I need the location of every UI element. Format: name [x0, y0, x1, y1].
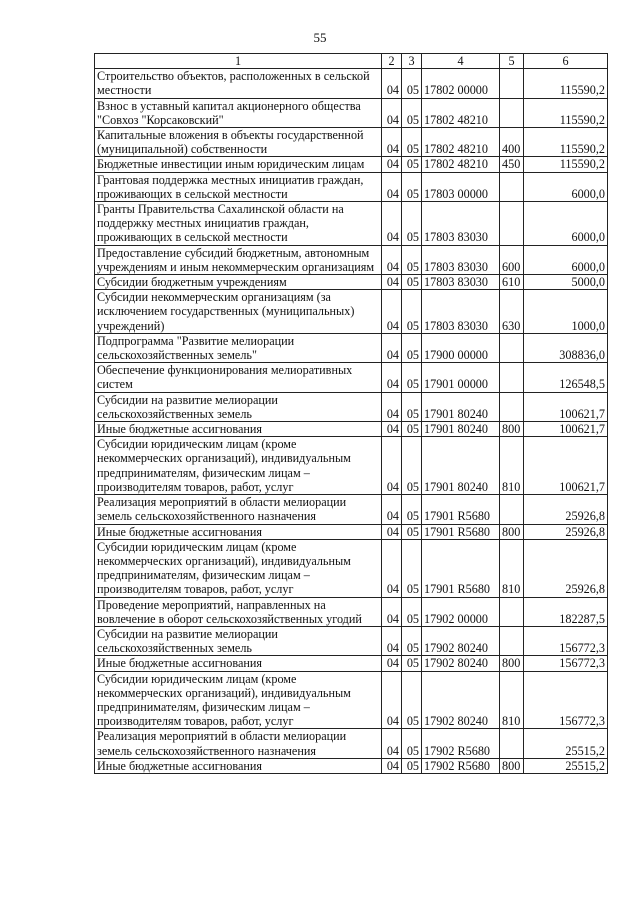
row-name: Гранты Правительства Сахалинской области на поддержку местных инициатив граждан, проживающих в сельской местности	[95, 202, 382, 246]
row-subsection-code: 05	[402, 422, 422, 437]
row-subsection-code: 05	[402, 290, 422, 334]
row-name: Грантовая поддержка местных инициатив граждан, проживающих в сельской местности	[95, 172, 382, 201]
row-amount: 25515,2	[524, 729, 608, 758]
row-subsection-code: 05	[402, 495, 422, 524]
row-expense-type-code: 630	[500, 290, 524, 334]
row-amount: 156772,3	[524, 626, 608, 655]
row-name: Проведение мероприятий, направленных на вовлечение в оборот сельскохозяйственных угодий	[95, 597, 382, 626]
row-name: Субсидии юридическим лицам (кроме некоммерческих организаций), индивидуальным предпринимателям, физическим лицам – производителям товаров, работ, услуг	[95, 539, 382, 597]
row-target-article-code: 17802 48210	[422, 98, 500, 127]
row-subsection-code: 05	[402, 671, 422, 729]
table-row	[95, 202, 608, 246]
row-subsection-code: 05	[402, 172, 422, 201]
column-header-name: 1	[95, 54, 382, 69]
row-amount: 5000,0	[524, 275, 608, 290]
row-amount: 115590,2	[524, 98, 608, 127]
table-row	[95, 290, 608, 334]
table-row	[95, 392, 608, 421]
row-target-article-code: 17803 83030	[422, 245, 500, 274]
row-target-article-code: 17901 80240	[422, 437, 500, 495]
table-row	[95, 98, 608, 127]
table-row	[95, 128, 608, 157]
column-header-amount: 6	[524, 54, 608, 69]
row-amount: 156772,3	[524, 656, 608, 671]
table-row	[95, 626, 608, 655]
row-expense-type-code	[500, 729, 524, 758]
row-target-article-code: 17902 80240	[422, 626, 500, 655]
row-section-code: 04	[382, 729, 402, 758]
column-header-expense-type: 5	[500, 54, 524, 69]
row-amount: 25926,8	[524, 495, 608, 524]
row-amount: 100621,7	[524, 422, 608, 437]
table-row	[95, 495, 608, 524]
row-section-code: 04	[382, 172, 402, 201]
row-subsection-code: 05	[402, 363, 422, 392]
row-expense-type-code: 800	[500, 656, 524, 671]
row-section-code: 04	[382, 157, 402, 172]
row-target-article-code: 17902 R5680	[422, 729, 500, 758]
row-name: Субсидии бюджетным учреждениям	[95, 275, 382, 290]
row-section-code: 04	[382, 245, 402, 274]
table-row	[95, 524, 608, 539]
page-number: 55	[313, 30, 327, 45]
column-header-target-article: 4	[422, 54, 500, 69]
row-target-article-code: 17803 83030	[422, 202, 500, 246]
row-expense-type-code: 800	[500, 524, 524, 539]
row-target-article-code: 17900 00000	[422, 333, 500, 362]
row-name: Бюджетные инвестиции иным юридическим лицам	[95, 157, 382, 172]
row-section-code: 04	[382, 495, 402, 524]
row-expense-type-code	[500, 98, 524, 127]
row-expense-type-code: 610	[500, 275, 524, 290]
row-subsection-code: 05	[402, 275, 422, 290]
row-subsection-code: 05	[402, 656, 422, 671]
row-name: Реализация мероприятий в области мелиорации земель сельскохозяйственного назначения	[95, 495, 382, 524]
budget-table	[94, 53, 608, 774]
table-row	[95, 671, 608, 729]
row-name: Субсидии на развитие мелиорации сельскохозяйственных земель	[95, 392, 382, 421]
row-section-code: 04	[382, 363, 402, 392]
row-expense-type-code	[500, 333, 524, 362]
row-section-code: 04	[382, 69, 402, 98]
row-subsection-code: 05	[402, 128, 422, 157]
row-target-article-code: 17802 48210	[422, 157, 500, 172]
row-expense-type-code: 810	[500, 671, 524, 729]
row-expense-type-code	[500, 363, 524, 392]
row-section-code: 04	[382, 128, 402, 157]
table-body	[95, 69, 608, 774]
row-name: Иные бюджетные ассигнования	[95, 524, 382, 539]
row-name: Предоставление субсидий бюджетным, автономным учреждениям и иным некоммерческим организациям	[95, 245, 382, 274]
row-section-code: 04	[382, 656, 402, 671]
row-name: Субсидии юридическим лицам (кроме некоммерческих организаций), индивидуальным предпринимателям, физическим лицам – производителям товаров, работ, услуг	[95, 437, 382, 495]
row-name: Капитальные вложения в объекты государственной (муниципальной) собственности	[95, 128, 382, 157]
table-row	[95, 245, 608, 274]
row-subsection-code: 05	[402, 157, 422, 172]
row-subsection-code: 05	[402, 69, 422, 98]
row-target-article-code: 17902 80240	[422, 671, 500, 729]
row-target-article-code: 17901 80240	[422, 392, 500, 421]
row-amount: 308836,0	[524, 333, 608, 362]
row-expense-type-code	[500, 597, 524, 626]
row-expense-type-code: 800	[500, 422, 524, 437]
row-amount: 115590,2	[524, 69, 608, 98]
row-subsection-code: 05	[402, 437, 422, 495]
row-expense-type-code	[500, 202, 524, 246]
table-row	[95, 422, 608, 437]
row-expense-type-code	[500, 172, 524, 201]
row-name: Иные бюджетные ассигнования	[95, 758, 382, 773]
row-target-article-code: 17803 00000	[422, 172, 500, 201]
row-expense-type-code	[500, 495, 524, 524]
table-row	[95, 729, 608, 758]
row-amount: 1000,0	[524, 290, 608, 334]
row-name: Субсидии некоммерческим организациям (за исключением государственных (муниципальных) учреждений)	[95, 290, 382, 334]
row-expense-type-code: 600	[500, 245, 524, 274]
table-row	[95, 437, 608, 495]
row-target-article-code: 17901 80240	[422, 422, 500, 437]
row-section-code: 04	[382, 437, 402, 495]
row-subsection-code: 05	[402, 392, 422, 421]
row-amount: 182287,5	[524, 597, 608, 626]
table-header-row	[95, 54, 608, 69]
row-target-article-code: 17901 R5680	[422, 495, 500, 524]
table-row	[95, 69, 608, 98]
row-name: Иные бюджетные ассигнования	[95, 656, 382, 671]
table-row	[95, 157, 608, 172]
row-amount: 6000,0	[524, 245, 608, 274]
row-expense-type-code: 810	[500, 539, 524, 597]
row-target-article-code: 17802 00000	[422, 69, 500, 98]
row-subsection-code: 05	[402, 597, 422, 626]
row-amount: 156772,3	[524, 671, 608, 729]
row-section-code: 04	[382, 626, 402, 655]
row-subsection-code: 05	[402, 729, 422, 758]
row-section-code: 04	[382, 422, 402, 437]
table-row	[95, 656, 608, 671]
row-subsection-code: 05	[402, 626, 422, 655]
row-expense-type-code	[500, 626, 524, 655]
row-subsection-code: 05	[402, 524, 422, 539]
row-section-code: 04	[382, 392, 402, 421]
row-amount: 6000,0	[524, 172, 608, 201]
row-subsection-code: 05	[402, 333, 422, 362]
table-row	[95, 275, 608, 290]
row-name: Субсидии на развитие мелиорации сельскохозяйственных земель	[95, 626, 382, 655]
row-section-code: 04	[382, 539, 402, 597]
row-expense-type-code: 810	[500, 437, 524, 495]
row-target-article-code: 17802 48210	[422, 128, 500, 157]
row-name: Подпрограмма "Развитие мелиорации сельскохозяйственных земель"	[95, 333, 382, 362]
row-name: Реализация мероприятий в области мелиорации земель сельскохозяйственного назначения	[95, 729, 382, 758]
table-row	[95, 333, 608, 362]
row-amount: 100621,7	[524, 437, 608, 495]
row-expense-type-code: 800	[500, 758, 524, 773]
column-header-subsection: 3	[402, 54, 422, 69]
row-name: Обеспечение функционирования мелиоративных систем	[95, 363, 382, 392]
row-expense-type-code	[500, 69, 524, 98]
row-amount: 126548,5	[524, 363, 608, 392]
row-section-code: 04	[382, 671, 402, 729]
row-section-code: 04	[382, 597, 402, 626]
row-subsection-code: 05	[402, 98, 422, 127]
row-section-code: 04	[382, 275, 402, 290]
row-subsection-code: 05	[402, 245, 422, 274]
table-row	[95, 597, 608, 626]
row-section-code: 04	[382, 290, 402, 334]
row-name: Строительство объектов, расположенных в сельской местности	[95, 69, 382, 98]
row-amount: 6000,0	[524, 202, 608, 246]
row-amount: 115590,2	[524, 128, 608, 157]
row-target-article-code: 17902 80240	[422, 656, 500, 671]
table-row	[95, 758, 608, 773]
row-section-code: 04	[382, 98, 402, 127]
row-section-code: 04	[382, 524, 402, 539]
row-target-article-code: 17803 83030	[422, 290, 500, 334]
row-subsection-code: 05	[402, 539, 422, 597]
row-target-article-code: 17803 83030	[422, 275, 500, 290]
row-target-article-code: 17901 R5680	[422, 539, 500, 597]
row-amount: 25515,2	[524, 758, 608, 773]
row-target-article-code: 17902 00000	[422, 597, 500, 626]
row-amount: 25926,8	[524, 524, 608, 539]
row-expense-type-code: 450	[500, 157, 524, 172]
row-name: Иные бюджетные ассигнования	[95, 422, 382, 437]
table-row	[95, 363, 608, 392]
table-row	[95, 539, 608, 597]
row-expense-type-code	[500, 392, 524, 421]
row-expense-type-code: 400	[500, 128, 524, 157]
row-target-article-code: 17901 00000	[422, 363, 500, 392]
row-amount: 100621,7	[524, 392, 608, 421]
row-target-article-code: 17901 R5680	[422, 524, 500, 539]
row-amount: 115590,2	[524, 157, 608, 172]
table-row	[95, 172, 608, 201]
row-target-article-code: 17902 R5680	[422, 758, 500, 773]
row-name: Субсидии юридическим лицам (кроме некоммерческих организаций), индивидуальным предпринимателям, физическим лицам – производителям товаров, работ, услуг	[95, 671, 382, 729]
row-amount: 25926,8	[524, 539, 608, 597]
row-name: Взнос в уставный капитал акционерного общества "Совхоз "Корсаковский"	[95, 98, 382, 127]
column-header-section: 2	[382, 54, 402, 69]
row-section-code: 04	[382, 758, 402, 773]
row-subsection-code: 05	[402, 202, 422, 246]
row-subsection-code: 05	[402, 758, 422, 773]
row-section-code: 04	[382, 202, 402, 246]
row-section-code: 04	[382, 333, 402, 362]
